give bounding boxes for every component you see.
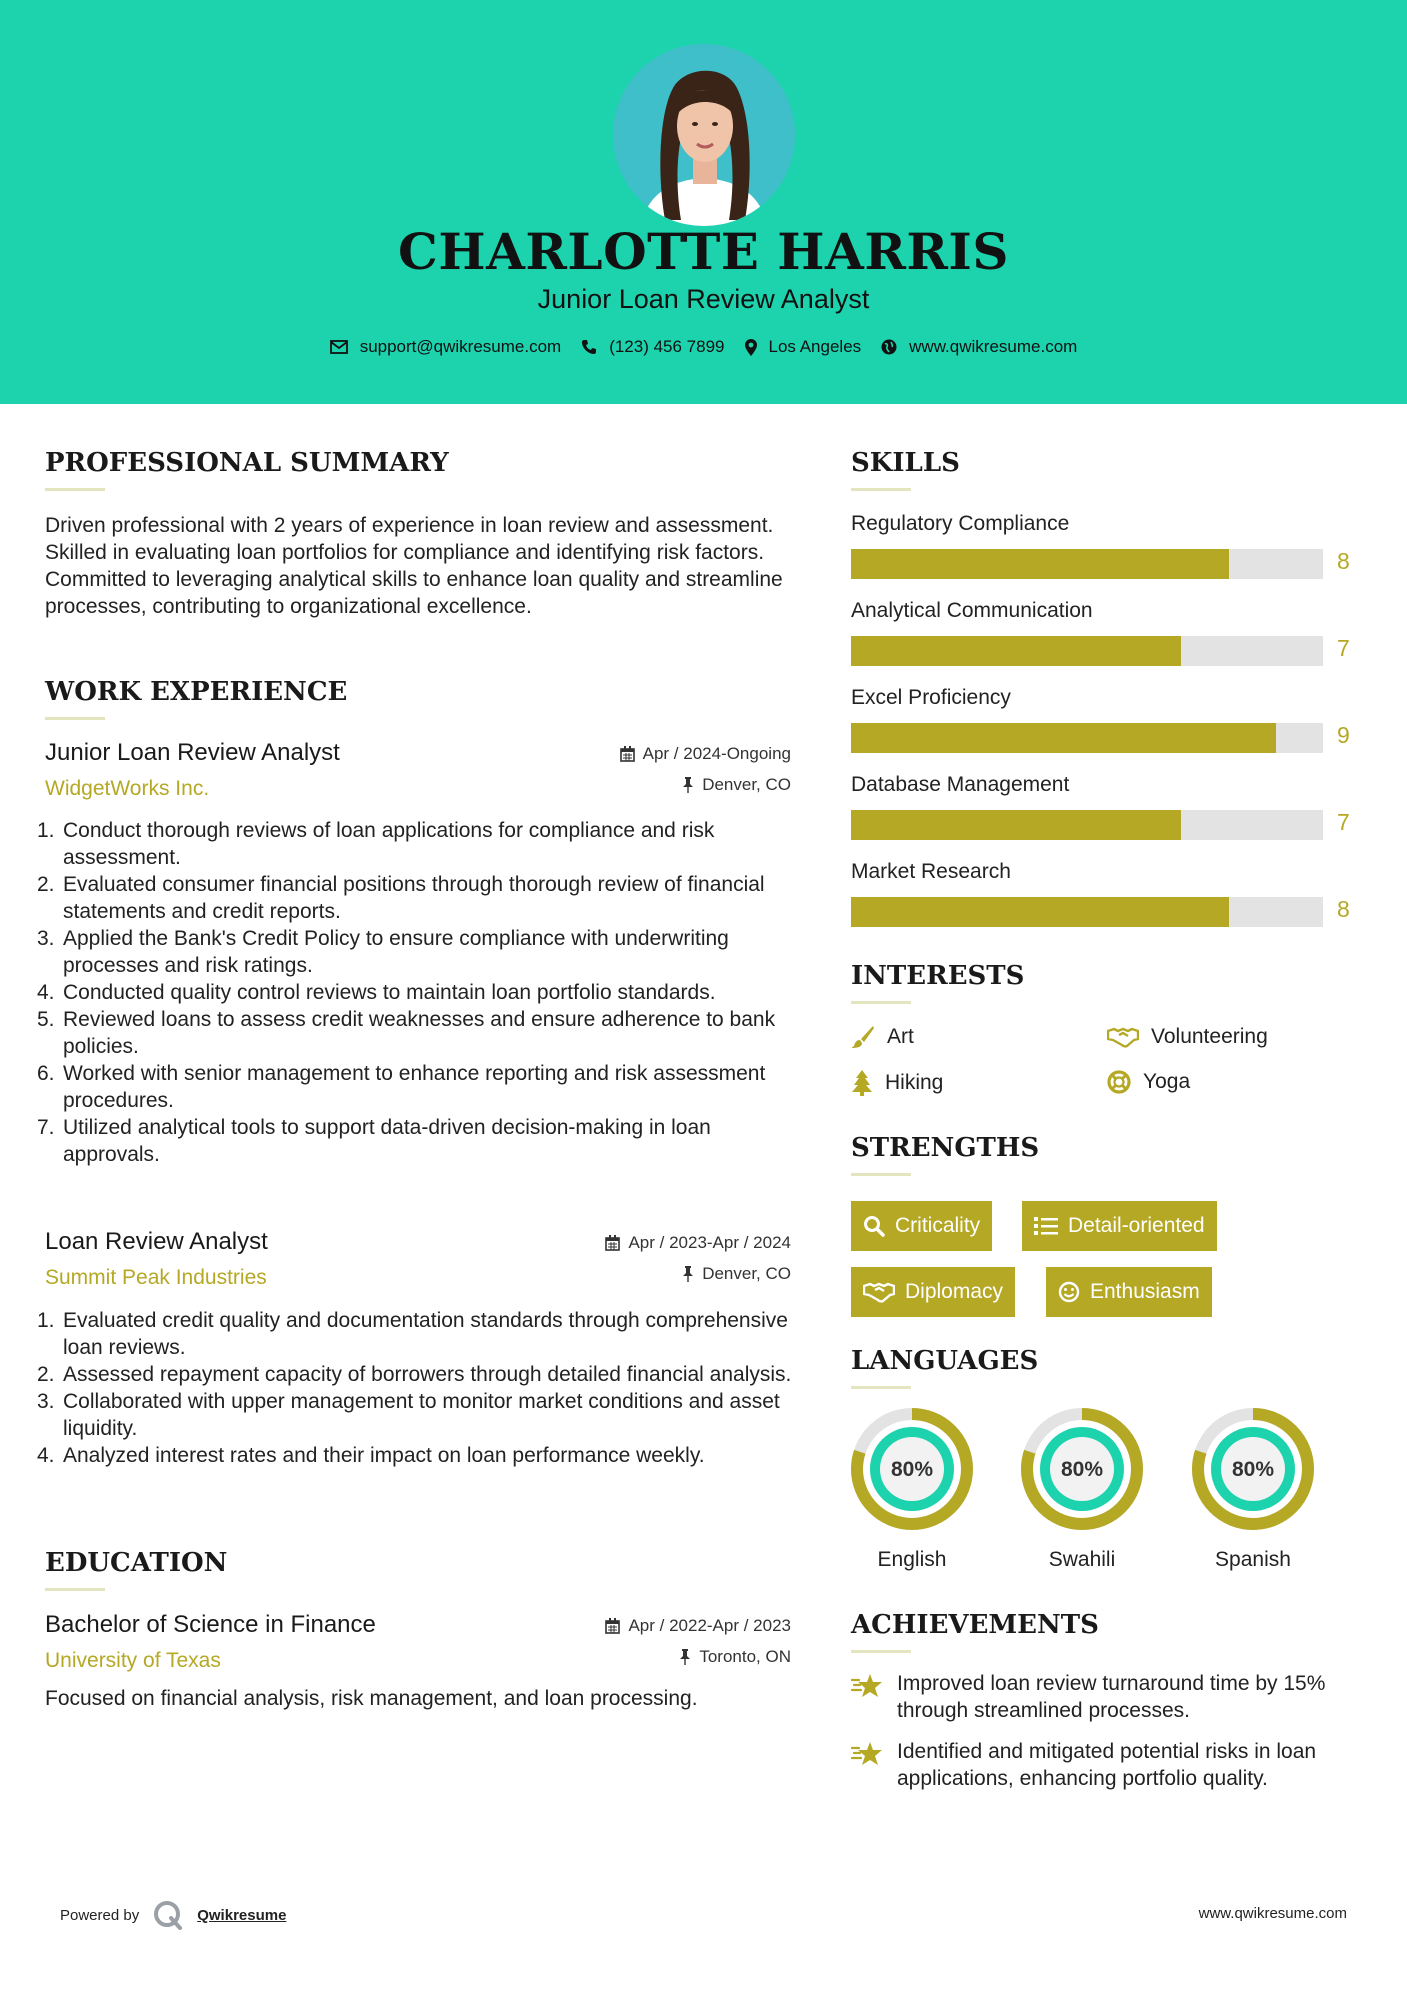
pushpin-icon (682, 777, 694, 793)
powered-by-label: Powered by (60, 1906, 140, 1924)
interest-label: Yoga (1143, 1070, 1191, 1093)
strength-badge-diplomacy (851, 1267, 1015, 1317)
skill-bar-fill (851, 810, 1181, 840)
achievement-item (851, 1670, 1351, 1724)
resume-header (0, 0, 1407, 404)
candidate-title: Junior Loan Review Analyst (537, 284, 870, 314)
list-item: 1. Conduct thorough reviews of loan applications for compliance and risk assessment. (37, 819, 715, 869)
interest-label: Hiking (885, 1071, 944, 1094)
list-item: 7. Utilized analytical tools to support data-driven decision-making in loan approvals. (37, 1116, 711, 1166)
contact-website[interactable] (881, 337, 1077, 357)
skill-bar-track (851, 897, 1323, 927)
education-school: University of Texas (45, 1649, 221, 1672)
achievement-text: Identified and mitigated potential risks in loan applications, enhancing portfolio quality. (897, 1740, 1317, 1790)
language-item (1021, 1408, 1143, 1572)
skill-bar-track (851, 636, 1323, 666)
contact-location-text: Los Angeles (768, 337, 862, 356)
list-item: 3. Applied the Bank's Credit Policy to ensure compliance with underwriting processes and risk ratings. (37, 927, 729, 977)
skill-bar-track (851, 549, 1323, 579)
summary-heading: PROFESSIONAL SUMMARY (45, 448, 449, 478)
contact-phone[interactable] (581, 337, 724, 357)
job-entry-2 (45, 1228, 791, 1298)
job-dates (620, 744, 791, 764)
skill-bar-track (851, 810, 1323, 840)
contact-email[interactable] (330, 337, 562, 357)
language-ring (1021, 1408, 1143, 1530)
language-percent: 80% (1060, 1458, 1104, 1481)
job-duties-1 (37, 817, 795, 1168)
strength-label: Criticality (895, 1214, 981, 1237)
skill-value: 8 (1337, 548, 1350, 574)
strength-label: Enthusiasm (1090, 1280, 1200, 1303)
contact-email-text: support@qwikresume.com (359, 337, 562, 356)
profile-photo-illustration (613, 44, 795, 226)
education-description: Focused on financial analysis, risk management, and loan processing. (45, 1687, 698, 1710)
contact-website-text: www.qwikresume.com (909, 337, 1078, 356)
lifebuoy-icon (1107, 1070, 1131, 1094)
footer-url[interactable]: www.qwikresume.com (1198, 1905, 1347, 1922)
language-item (851, 1408, 973, 1572)
footer-powered-by (60, 1900, 286, 1930)
language-ring (1192, 1408, 1314, 1530)
skill-name: Excel Proficiency (851, 686, 1011, 709)
handshake-icon (863, 1281, 895, 1303)
skill-value: 7 (1337, 635, 1350, 661)
calendar-icon (605, 1618, 620, 1634)
star-icon (851, 1672, 883, 1700)
profile-photo (613, 44, 795, 226)
pushpin-icon (679, 1649, 691, 1665)
skill-bar-fill (851, 636, 1181, 666)
education-dates (605, 1616, 791, 1636)
qwikresume-link[interactable]: Qwikresume (197, 1906, 287, 1924)
strengths-heading: STRENGTHS (851, 1133, 1040, 1163)
job-dates-text: Apr / 2023-Apr / 2024 (628, 1233, 791, 1252)
list-item: 1. Evaluated credit quality and documentation standards through comprehensive loan reviews. (37, 1309, 788, 1359)
list-item: 6. Worked with senior management to enhance reporting and risk assessment procedures. (37, 1062, 766, 1112)
experience-heading: WORK EXPERIENCE (45, 677, 348, 707)
pushpin-icon (682, 1266, 694, 1282)
list-icon (1034, 1216, 1058, 1236)
education-dates-text: Apr / 2022-Apr / 2023 (628, 1616, 791, 1635)
smile-icon (1058, 1281, 1080, 1303)
job-location (682, 1264, 791, 1284)
skill-bar-track (851, 723, 1323, 753)
education-underline (45, 1588, 105, 1591)
skills-underline (851, 488, 911, 491)
tree-icon (851, 1070, 873, 1096)
list-item: 3. Collaborated with upper management to monitor market conditions and asset liquidity. (37, 1390, 780, 1440)
job-location-text: Denver, CO (702, 775, 791, 794)
map-marker-icon (745, 339, 757, 356)
paintbrush-icon (851, 1025, 875, 1049)
list-item: 4. Conducted quality control reviews to maintain loan portfolio standards. (37, 981, 716, 1004)
strengths-underline (851, 1173, 911, 1176)
language-name: Spanish (1215, 1548, 1291, 1571)
contact-bar (0, 337, 1407, 357)
language-percent: 80% (890, 1458, 934, 1481)
globe-icon (881, 339, 897, 355)
summary-text: Driven professional with 2 years of experience in loan review and assessment. Skilled in evaluating loan portfolios for compliance and identifying risk factors. Committed to leveraging analytical skills to enhance loan quality and streamline processes, contributing to organizational excellence. (45, 514, 783, 618)
calendar-icon (620, 746, 635, 762)
interests-underline (851, 1001, 911, 1004)
achievement-text: Improved loan review turnaround time by 15% through streamlined processes. (897, 1672, 1326, 1722)
language-percent: 80% (1231, 1458, 1275, 1481)
achievement-item (851, 1738, 1351, 1792)
skill-name: Database Management (851, 773, 1070, 796)
job-role: Loan Review Analyst (45, 1228, 268, 1255)
job-duties-2 (37, 1307, 795, 1469)
skill-value: 9 (1337, 722, 1350, 748)
job-dates (605, 1233, 791, 1253)
job-company: Summit Peak Industries (45, 1266, 267, 1289)
skill-name: Market Research (851, 860, 1011, 883)
education-location-text: Toronto, ON (699, 1647, 791, 1666)
language-name: Swahili (1048, 1548, 1116, 1571)
interest-item-art (851, 1025, 914, 1049)
interest-label: Art (887, 1025, 914, 1048)
education-location (679, 1647, 791, 1667)
languages-underline (851, 1386, 911, 1389)
calendar-icon (605, 1235, 620, 1251)
education-entry (45, 1611, 791, 1681)
job-dates-text: Apr / 2024-Ongoing (642, 744, 791, 763)
achievements-underline (851, 1650, 911, 1653)
list-item: 2. Assessed repayment capacity of borrowers through detailed financial analysis. (37, 1363, 792, 1386)
skills-heading: SKILLS (851, 448, 960, 478)
list-item: 5. Reviewed loans to assess credit weaknesses and ensure adherence to bank policies. (37, 1008, 776, 1058)
handshake-icon (1107, 1026, 1139, 1048)
language-item (1192, 1408, 1314, 1572)
interests-heading: INTERESTS (851, 961, 1025, 991)
skill-bar-fill (851, 549, 1229, 579)
experience-underline (45, 717, 105, 720)
candidate-name: CHARLOTTE HARRIS (398, 222, 1009, 281)
strength-label: Detail-oriented (1068, 1214, 1205, 1237)
skill-name: Analytical Communication (851, 599, 1093, 622)
contact-location (745, 337, 862, 357)
contact-phone-text: (123) 456 7899 (609, 337, 725, 356)
interest-item-hiking (851, 1070, 943, 1096)
job-location-text: Denver, CO (702, 1264, 791, 1283)
skill-bar-fill (851, 723, 1276, 753)
search-icon (863, 1215, 885, 1237)
job-location (682, 775, 791, 795)
job-entry-1 (45, 739, 791, 809)
language-name: English (877, 1548, 947, 1571)
interest-item-volunteering (1107, 1025, 1268, 1049)
job-company: WidgetWorks Inc. (45, 777, 210, 800)
list-item: 2. Evaluated consumer financial positions through thorough review of financial statements and credit reports. (37, 873, 765, 923)
phone-icon (581, 339, 597, 355)
qwikresume-logo-icon (153, 1900, 183, 1930)
education-degree: Bachelor of Science in Finance (45, 1611, 376, 1638)
skill-value: 8 (1337, 896, 1350, 922)
summary-underline (45, 488, 105, 491)
skill-value: 7 (1337, 809, 1350, 835)
achievements-heading: ACHIEVEMENTS (851, 1610, 1099, 1640)
strength-badge-detail-oriented (1022, 1201, 1217, 1251)
job-role: Junior Loan Review Analyst (45, 739, 340, 766)
languages-heading: LANGUAGES (851, 1346, 1039, 1376)
strength-badge-criticality (851, 1201, 992, 1251)
education-heading: EDUCATION (45, 1548, 228, 1578)
strength-label: Diplomacy (905, 1280, 1004, 1303)
skill-bar-fill (851, 897, 1229, 927)
interest-item-yoga (1107, 1070, 1190, 1094)
star-icon (851, 1740, 883, 1768)
envelope-icon (330, 340, 348, 354)
interest-label: Volunteering (1151, 1025, 1268, 1048)
list-item: 4. Analyzed interest rates and their impact on loan performance weekly. (37, 1444, 705, 1467)
skill-name: Regulatory Compliance (851, 512, 1070, 535)
language-ring (851, 1408, 973, 1530)
strength-badge-enthusiasm (1046, 1267, 1212, 1317)
